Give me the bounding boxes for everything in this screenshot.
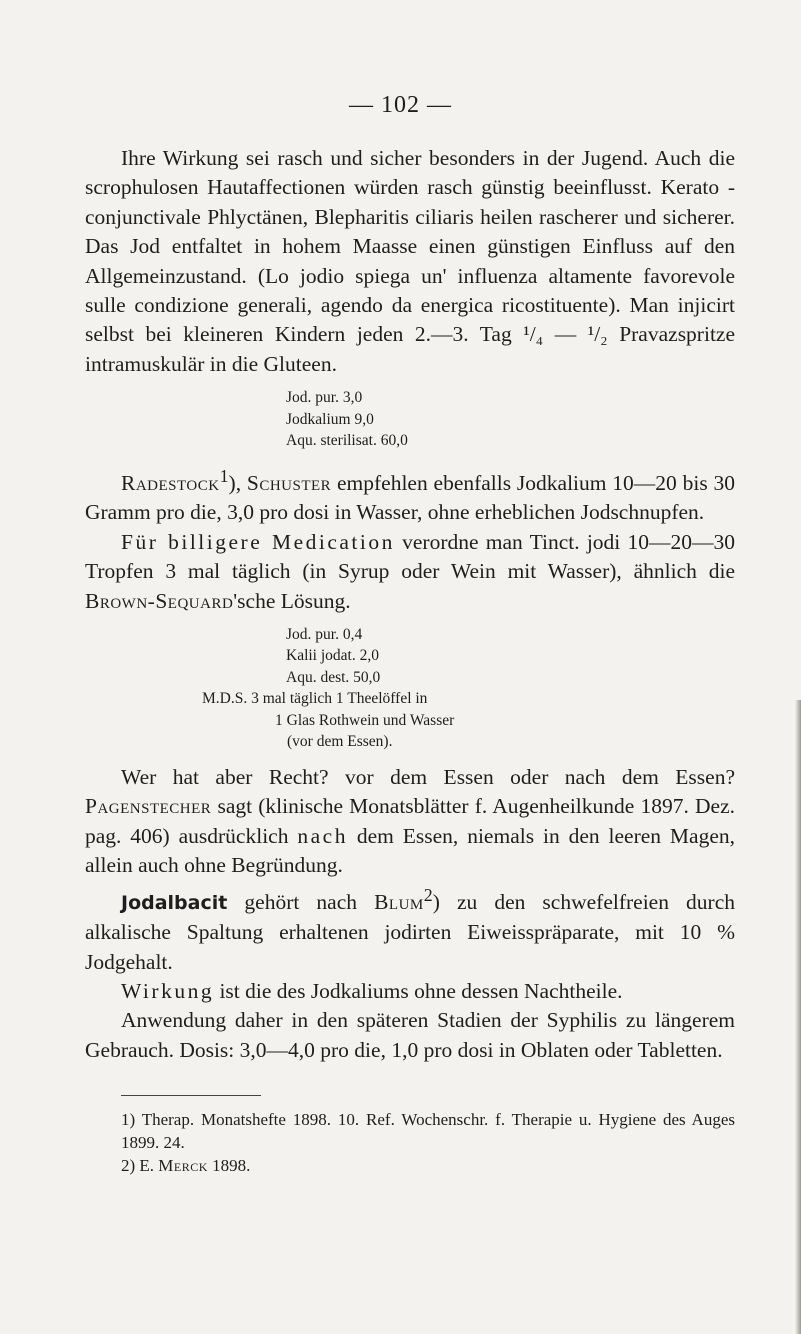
paragraph-5: Jodalbacit gehört nach Blum$^2$) zu den schwefelfreien durch alkalische Spaltung erhaltenen jodirten Eiweisspräparate, mit 10 % Jodgehalt. xyxy=(85,884,735,974)
author-merck: Merck xyxy=(158,1156,208,1176)
paragraph-6: Wirkung ist die des Jodkaliums ohne dessen Nachtheile. xyxy=(121,978,623,1003)
author-radestock: Radestock xyxy=(121,470,220,495)
author-blum: Blum xyxy=(374,889,424,914)
recipe-2-signa: M.D.S. 3 mal täglich 1 Theelöffel in xyxy=(202,690,428,708)
footnote-divider xyxy=(121,1095,261,1096)
recipe-1 xyxy=(85,387,735,452)
paragraph-7: Anwendung daher in den späteren Stadien der Syphilis zu längerem Gebrauch. Dosis: 3,0—4,0 pro die, 1,0 pro dosi in Oblaten oder Tabletten. xyxy=(85,1008,735,1062)
author-pagenstecher: Pagenstecher xyxy=(85,794,212,819)
page-number: — 102 — xyxy=(349,92,452,118)
recipe-1-line: Jodkalium 9,0 xyxy=(286,410,374,428)
paragraph-2: Radestock$^1$), Schuster empfehlen ebenfalls Jodkalium 10—20 bis 30 Gramm pro die, 3,0 pro dosi in Wasser, ohne erheblichen Jodschnupfen. xyxy=(85,465,735,525)
term-jodalbacit: Jodalbacit xyxy=(121,891,228,914)
author-schuster: Schuster xyxy=(246,470,332,495)
recipe-2-line: Kalii jodat. 2,0 xyxy=(286,647,379,665)
spaced-emphasis: nach xyxy=(297,823,348,848)
footnote-1: 1) Therap. Monatshefte 1898. 10. Ref. Wochenschr. f. Therapie u. Hygiene des Auges 1899. 24. xyxy=(121,1110,735,1153)
paragraph-1: Ihre Wirkung sei rasch und sicher besonders in der Jugend. Auch die scrophulosen Hautaffectionen würden rasch günstig beeinflusst. Kerato - conjunctivale Phlyctänen, Blepharitis ciliaris heilen rascherer und sicherer. Das Jod entfaltet in hohem Maasse einen günstigen Einfluss auf den Allgemeinzustand. (Lo jodio spiega un' influenza altamente favorevole sulle condizione generali, agendo da energica ricostituente). Man injicirt selbst bei kleineren Kindern jeden 2.—3. Tag ¹/₄ — ¹/₂ Pravazspritze intramuskulär in die Gluteen. xyxy=(85,146,735,376)
footnote-ref-1: 1 xyxy=(219,465,229,486)
recipe-2-note: (vor dem Essen). xyxy=(287,733,393,751)
paragraph-4: Wer hat aber Recht? vor dem Essen oder nach dem Essen? Pagenstecher sagt (klinische Monatsblätter f. Augenheilkunde 1897. Dez. pag. 406) ausdrücklich nach dem Essen, niemals in den leeren Magen, allein auch ohne Begründung. xyxy=(85,764,736,878)
body-text xyxy=(85,144,735,1177)
footnote-2: 2) E. Merck 1898. xyxy=(121,1156,251,1176)
author-brown-sequard: Brown-Sequard xyxy=(85,588,234,613)
footnote-ref-2: 2 xyxy=(423,884,433,905)
recipe-2-signa-cont: 1 Glas Rothwein und Wasser xyxy=(275,711,455,729)
recipe-2-line: Jod. pur. 0,4 xyxy=(286,625,363,643)
spaced-heading: Für billigere Medication xyxy=(121,529,395,554)
footnotes xyxy=(85,1108,735,1177)
paragraph-3: Für billigere Medication verordne man Tinct. jodi 10—20—30 Tropfen 3 mal täglich (in Syrup oder Wein mit Wasser), ähnlich die Brown-Sequard'sche Lösung. xyxy=(85,529,735,613)
spaced-heading: Wirkung xyxy=(121,978,215,1003)
recipe-2 xyxy=(85,624,735,753)
page-edge-shadow xyxy=(795,700,801,1334)
recipe-1-line: Jod. pur. 3,0 xyxy=(286,389,363,407)
recipe-1-line: Aqu. sterilisat. 60,0 xyxy=(286,432,408,450)
recipe-2-line: Aqu. dest. 50,0 xyxy=(286,668,381,686)
